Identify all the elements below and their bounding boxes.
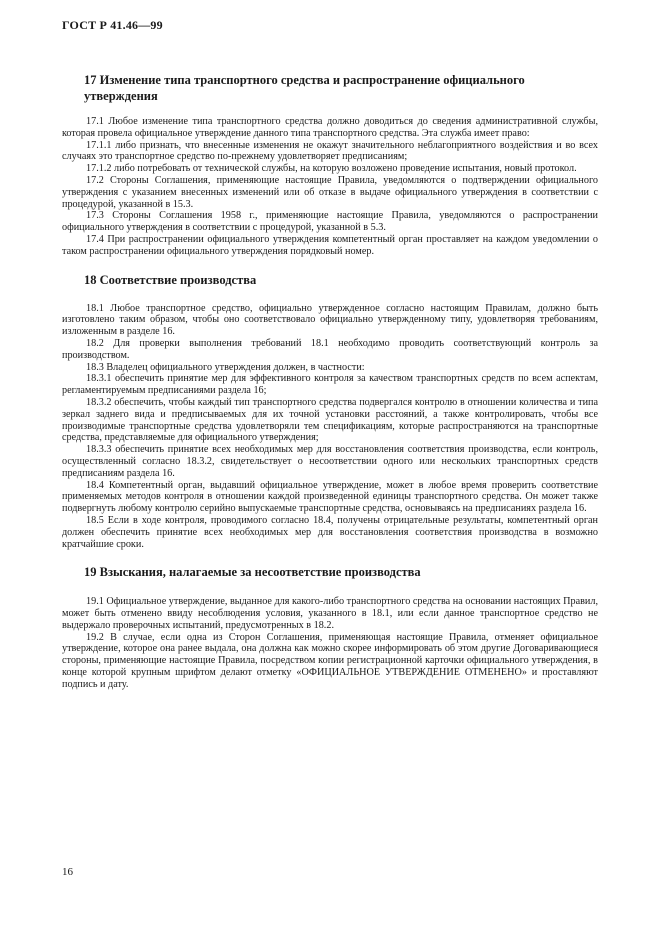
paragraph-17-4: 17.4 При распространении официального утверждения компетентный орган проставляет на каждом уведомлении о таком распространении официального утверждения порядковый номер.	[62, 233, 598, 257]
section-19	[62, 564, 598, 690]
paragraph-17-1-2: 17.1.2 либо потребовать от технической службы, на которую возложено проведение испытания, новый протокол.	[86, 163, 577, 175]
section-18	[62, 272, 598, 551]
section-17-title: 17 Изменение типа транспортного средства и распространение официального утверждения	[84, 73, 525, 103]
paragraph-19-2: 19.2 В случае, если одна из Сторон Соглашения, применяющая настоящие Правила, отменяет официальное утверждение, которое она ранее выдала, она должна как можно скорее информировать об этом другие Договаривающиеся стороны, применяющие настоящие Правила, посредством копии регистрационной карточки официального утверждения, в конце которой крупным шрифтом делают отметку «ОФИЦИАЛЬНОЕ УТВЕРЖДЕНИЕ ОТМЕНЕНО» и проставляют подпись и дату.	[62, 631, 598, 690]
section-19-title: 19 Взыскания, налагаемые за несоответствие производства	[84, 565, 421, 580]
paragraph-18-3-3: 18.3.3 обеспечить принятие всех необходимых мер для восстановления соответствия производства, если контроль, осуществленный согласно 18.3.2, свидетельствует о несоответствии одного или нескольких транспортных средств предписаниям раздела 16.	[62, 444, 598, 479]
paragraph-19-1: 19.1 Официальное утверждение, выданное для какого-либо транспортного средства на основании настоящих Правил, может быть отменено ввиду несоблюдения условия, указанного в 18.1, или если данное транспортное средство не выдержало проверочных испытаний, предусмотренных в 18.2.	[62, 596, 598, 631]
paragraph-17-1-1: 17.1.1 либо признать, что внесенные изменения не окажут значительного неблагоприятного воздействия и во всех случаях это транспортное средство по-прежнему удовлетворяет предписаниям;	[62, 139, 598, 163]
document-body	[62, 72, 598, 691]
paragraph-18-3-2: 18.3.2 обеспечить, чтобы каждый тип транспортного средства подвергался контролю в отношении количества и типа зеркал заднего вида и предписываемых для их точной установки расстояний, а также контролировать, чтобы все производимые транспортные средства удовлетворяли тем спецификациям, которые распространяются на транспортные средства, представляемые для официального утверждения;	[62, 396, 598, 444]
paragraph-18-1: 18.1 Любое транспортное средство, официально утвержденное согласно настоящим Правилам, должно быть изготовлено таким образом, чтобы оно соответствовало официально утвержденному типу, удовлетворяя требованиям, изложенным в разделе 16.	[62, 302, 598, 338]
paragraph-18-3: 18.3 Владелец официального утверждения должен, в частности:	[86, 361, 365, 373]
document-code-header: ГОСТ Р 41.46—99	[62, 18, 163, 32]
paragraph-18-5: 18.5 Если в ходе контроля, проводимого согласно 18.4, получены отрицательные результаты, компетентный орган должен обеспечить принятие всех необходимых мер для восстановления соответствия производства в возможно кратчайшие сроки.	[62, 514, 598, 550]
paragraph-17-3: 17.3 Стороны Соглашения 1958 г., применяющие настоящие Правила, уведомляются о распространении официального утверждения в соответствии с процедурой, указанной в 5.3.	[62, 210, 598, 234]
paragraph-18-2: 18.2 Для проверки выполнения требований 18.1 необходимо проводить соответствующий контроль за производством.	[62, 337, 598, 361]
page-number: 16	[62, 866, 73, 878]
paragraph-17-2: 17.2 Стороны Соглашения, применяющие настоящие Правила, уведомляются о подтверждении официального утверждения с указанием внесенных изменений или об отказе в выдаче официального утверждения в соответствии с процедурой, указанной в 15.3.	[62, 174, 598, 210]
paragraph-18-4: 18.4 Компетентный орган, выдавший официальное утверждение, может в любое время проверить соответствие применяемых методов контроля в отношении каждой произведенной единицы транспортного средства. Он может также подвергнуть любому контролю серийно выпускаемые транспортные средства, основываясь на предписаниях раздела 16.	[62, 479, 598, 515]
paragraph-17-1: 17.1 Любое изменение типа транспортного средства должно доводиться до сведения административной службы, которая провела официальное утверждение данного типа транспортного средства. Эта служба имеет право:	[62, 116, 598, 139]
section-18-title: 18 Соответствие производства	[84, 272, 257, 287]
paragraph-18-3-1: 18.3.1 обеспечить принятие мер для эффективного контроля за качеством транспортных средств по всем аспектам, регламентируемым предписаниями раздела 16;	[62, 373, 598, 397]
section-17	[62, 72, 598, 258]
